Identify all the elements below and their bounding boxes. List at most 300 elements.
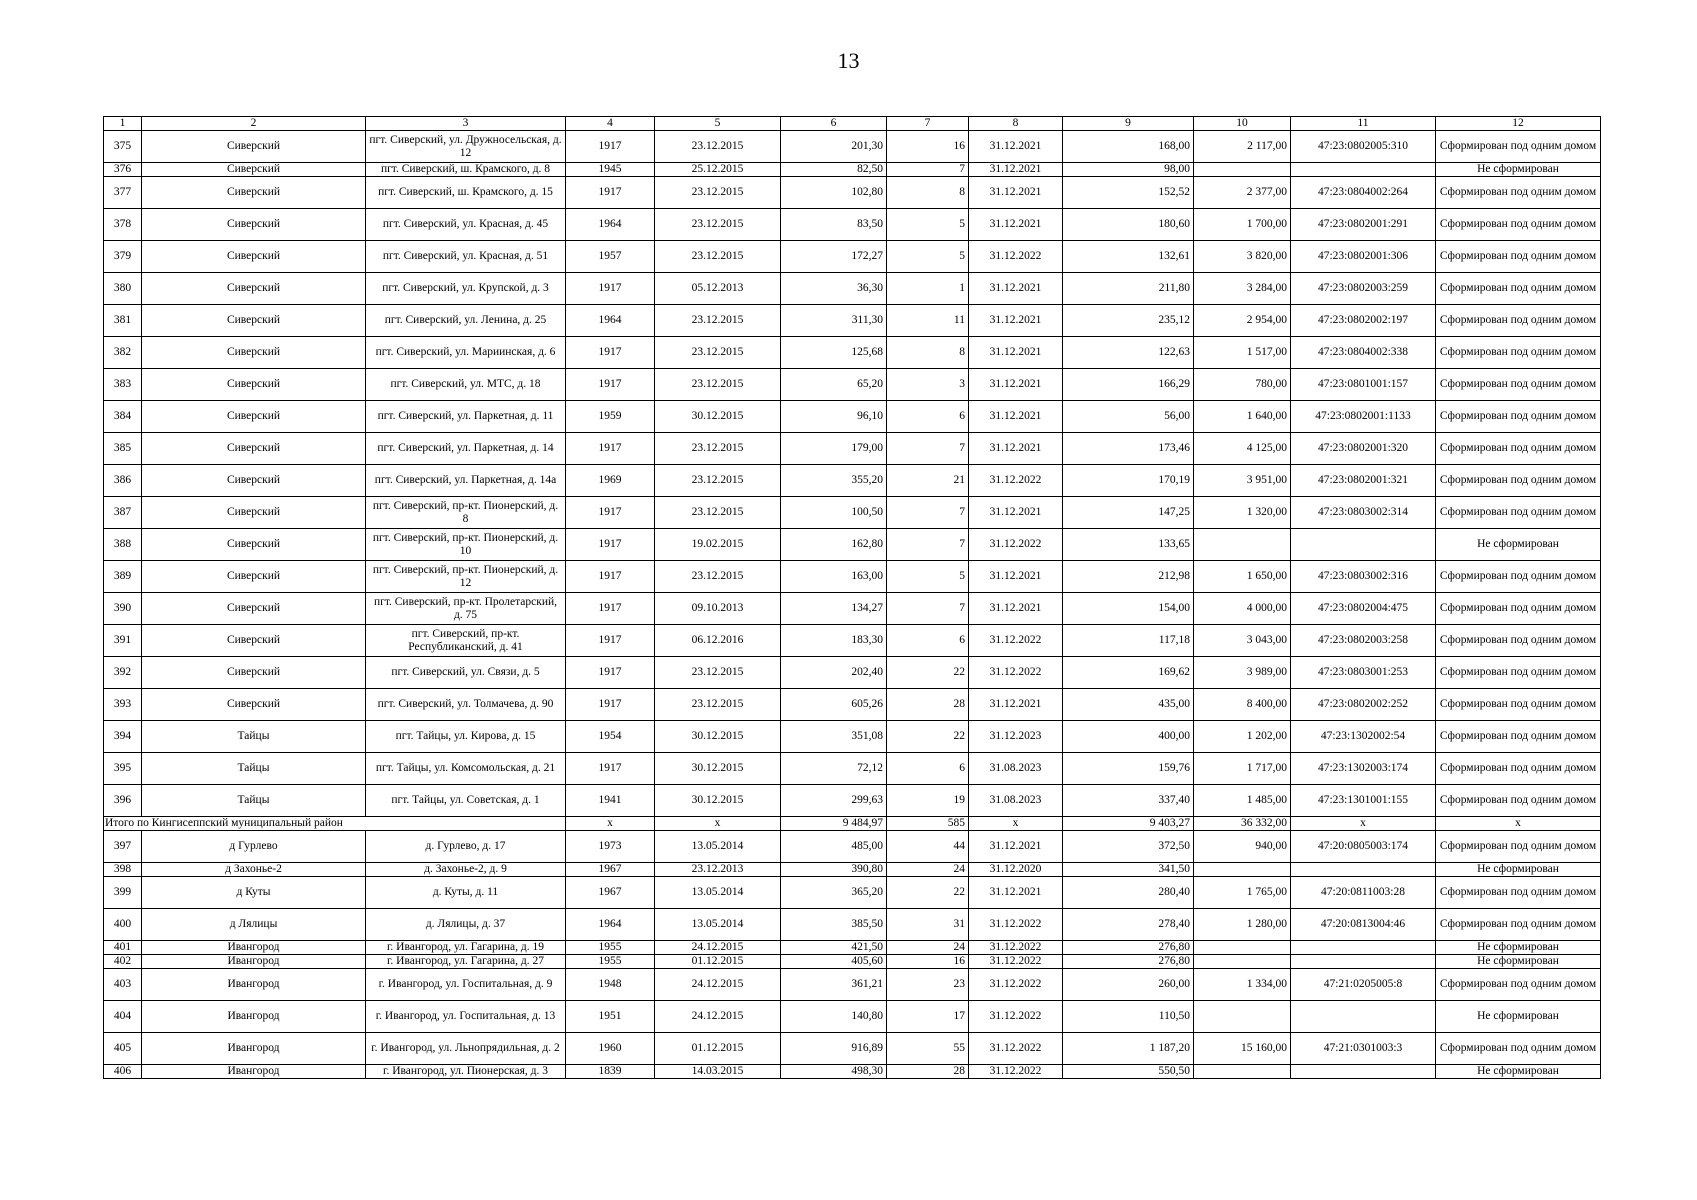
land-status-cell: Сформирован под одним домом xyxy=(1436,369,1601,401)
land-status-cell: Сформирован под одним домом xyxy=(1436,785,1601,817)
residents-count-cell: 17 xyxy=(887,1001,969,1033)
value-9-cell: 133,65 xyxy=(1063,529,1194,561)
cadastral-number-cell xyxy=(1291,863,1436,877)
row-number-cell: 380 xyxy=(104,273,142,305)
row-number-cell: 379 xyxy=(104,241,142,273)
table-row xyxy=(104,561,1601,593)
land-status-cell: Сформирован под одним домом xyxy=(1436,625,1601,657)
cadastral-number-cell xyxy=(1291,941,1436,955)
build-year-cell: 1917 xyxy=(566,689,655,721)
area-cell: 162,80 xyxy=(781,529,887,561)
cadastral-number-cell xyxy=(1291,1001,1436,1033)
total-value-cell: х xyxy=(566,817,655,831)
build-year-cell: 1917 xyxy=(566,131,655,163)
value-9-cell: 166,29 xyxy=(1063,369,1194,401)
land-status-cell: Сформирован под одним домом xyxy=(1436,401,1601,433)
recognition-date-cell: 09.10.2013 xyxy=(655,593,781,625)
settlement-cell: Ивангород xyxy=(142,969,366,1001)
land-area-cell xyxy=(1194,955,1291,969)
value-9-cell: 180,60 xyxy=(1063,209,1194,241)
land-status-cell: Сформирован под одним домом xyxy=(1436,689,1601,721)
address-cell: пгт. Сиверский, пр-кт. Пионерский, д. 8 xyxy=(366,497,566,529)
value-9-cell: 170,19 xyxy=(1063,465,1194,497)
table-row xyxy=(104,497,1601,529)
residents-count-cell: 22 xyxy=(887,877,969,909)
settlement-cell: Ивангород xyxy=(142,1065,366,1079)
area-cell: 311,30 xyxy=(781,305,887,337)
build-year-cell: 1951 xyxy=(566,1001,655,1033)
address-cell: г. Ивангород, ул. Госпитальная, д. 9 xyxy=(366,969,566,1001)
residents-count-cell: 5 xyxy=(887,561,969,593)
address-cell: г. Ивангород, ул. Гагарина, д. 27 xyxy=(366,955,566,969)
recognition-date-cell: 19.02.2015 xyxy=(655,529,781,561)
area-cell: 351,08 xyxy=(781,721,887,753)
total-value-cell: х xyxy=(1436,817,1601,831)
table-body xyxy=(104,117,1601,1079)
build-year-cell: 1945 xyxy=(566,163,655,177)
value-9-cell: 154,00 xyxy=(1063,593,1194,625)
row-number-cell: 406 xyxy=(104,1065,142,1079)
row-number-cell: 388 xyxy=(104,529,142,561)
area-cell: 140,80 xyxy=(781,1001,887,1033)
recognition-date-cell: 23.12.2015 xyxy=(655,305,781,337)
land-area-cell: 4 125,00 xyxy=(1194,433,1291,465)
build-year-cell: 1917 xyxy=(566,177,655,209)
land-area-cell: 1 517,00 xyxy=(1194,337,1291,369)
area-cell: 605,26 xyxy=(781,689,887,721)
table-row xyxy=(104,657,1601,689)
land-area-cell: 15 160,00 xyxy=(1194,1033,1291,1065)
settlement-cell: Сиверский xyxy=(142,465,366,497)
table-row xyxy=(104,721,1601,753)
recognition-date-cell: 23.12.2015 xyxy=(655,561,781,593)
area-cell: 390,80 xyxy=(781,863,887,877)
table-row xyxy=(104,1001,1601,1033)
recognition-date-cell: 23.12.2015 xyxy=(655,369,781,401)
settlement-cell: Сиверский xyxy=(142,625,366,657)
row-number-cell: 376 xyxy=(104,163,142,177)
area-cell: 179,00 xyxy=(781,433,887,465)
value-9-cell: 372,50 xyxy=(1063,831,1194,863)
planned-date-cell: 31.12.2021 xyxy=(969,561,1063,593)
cadastral-number-cell: 47:23:0802002:197 xyxy=(1291,305,1436,337)
recognition-date-cell: 30.12.2015 xyxy=(655,753,781,785)
recognition-date-cell: 24.12.2015 xyxy=(655,969,781,1001)
table-row xyxy=(104,941,1601,955)
area-cell: 365,20 xyxy=(781,877,887,909)
settlement-cell: Тайцы xyxy=(142,721,366,753)
planned-date-cell: 31.12.2022 xyxy=(969,969,1063,1001)
address-cell: пгт. Тайцы, ул. Советская, д. 1 xyxy=(366,785,566,817)
address-cell: пгт. Сиверский, ул. Паркетная, д. 14 xyxy=(366,433,566,465)
build-year-cell: 1917 xyxy=(566,337,655,369)
settlement-cell: Сиверский xyxy=(142,163,366,177)
row-number-cell: 382 xyxy=(104,337,142,369)
land-status-cell: Не сформирован xyxy=(1436,1065,1601,1079)
land-area-cell: 2 117,00 xyxy=(1194,131,1291,163)
column-number-cell: 9 xyxy=(1063,117,1194,131)
build-year-cell: 1917 xyxy=(566,433,655,465)
cadastral-number-cell: 47:23:0804002:338 xyxy=(1291,337,1436,369)
address-cell: пгт. Сиверский, ул. Дружносельская, д. 12 xyxy=(366,131,566,163)
area-cell: 82,50 xyxy=(781,163,887,177)
residents-count-cell: 7 xyxy=(887,163,969,177)
area-cell: 172,27 xyxy=(781,241,887,273)
table-row xyxy=(104,877,1601,909)
settlement-cell: Сиверский xyxy=(142,131,366,163)
table-row xyxy=(104,1033,1601,1065)
area-cell: 72,12 xyxy=(781,753,887,785)
column-number-cell: 2 xyxy=(142,117,366,131)
table-row xyxy=(104,593,1601,625)
cadastral-number-cell: 47:23:0801001:157 xyxy=(1291,369,1436,401)
build-year-cell: 1917 xyxy=(566,369,655,401)
address-cell: пгт. Сиверский, ул. Связи, д. 5 xyxy=(366,657,566,689)
total-value-cell: 36 332,00 xyxy=(1194,817,1291,831)
residents-count-cell: 16 xyxy=(887,131,969,163)
address-cell: пгт. Тайцы, ул. Комсомольская, д. 21 xyxy=(366,753,566,785)
residents-count-cell: 5 xyxy=(887,209,969,241)
settlement-cell: Ивангород xyxy=(142,1001,366,1033)
land-area-cell: 8 400,00 xyxy=(1194,689,1291,721)
land-area-cell: 3 820,00 xyxy=(1194,241,1291,273)
row-number-cell: 391 xyxy=(104,625,142,657)
recognition-date-cell: 30.12.2015 xyxy=(655,401,781,433)
residents-count-cell: 24 xyxy=(887,941,969,955)
area-cell: 125,68 xyxy=(781,337,887,369)
total-value-cell: 9 484,97 xyxy=(781,817,887,831)
planned-date-cell: 31.12.2021 xyxy=(969,305,1063,337)
value-9-cell: 435,00 xyxy=(1063,689,1194,721)
address-cell: пгт. Тайцы, ул. Кирова, д. 15 xyxy=(366,721,566,753)
land-area-cell: 3 043,00 xyxy=(1194,625,1291,657)
residents-count-cell: 16 xyxy=(887,955,969,969)
residents-count-cell: 23 xyxy=(887,969,969,1001)
row-number-cell: 392 xyxy=(104,657,142,689)
planned-date-cell: 31.12.2022 xyxy=(969,241,1063,273)
settlement-cell: Сиверский xyxy=(142,689,366,721)
land-area-cell: 3 951,00 xyxy=(1194,465,1291,497)
cadastral-number-cell: 47:23:0802001:320 xyxy=(1291,433,1436,465)
area-cell: 163,00 xyxy=(781,561,887,593)
value-9-cell: 276,80 xyxy=(1063,955,1194,969)
recognition-date-cell: 06.12.2016 xyxy=(655,625,781,657)
value-9-cell: 280,40 xyxy=(1063,877,1194,909)
row-number-cell: 377 xyxy=(104,177,142,209)
settlement-cell: Ивангород xyxy=(142,941,366,955)
planned-date-cell: 31.12.2022 xyxy=(969,465,1063,497)
area-cell: 183,30 xyxy=(781,625,887,657)
land-status-cell: Сформирован под одним домом xyxy=(1436,593,1601,625)
settlement-cell: Сиверский xyxy=(142,657,366,689)
settlement-cell: Сиверский xyxy=(142,401,366,433)
column-number-cell: 11 xyxy=(1291,117,1436,131)
recognition-date-cell: 23.12.2015 xyxy=(655,209,781,241)
residents-count-cell: 8 xyxy=(887,177,969,209)
address-cell: пгт. Сиверский, ул. Паркетная, д. 14а xyxy=(366,465,566,497)
total-value-cell: 9 403,27 xyxy=(1063,817,1194,831)
land-status-cell: Сформирован под одним домом xyxy=(1436,909,1601,941)
residents-count-cell: 7 xyxy=(887,497,969,529)
value-9-cell: 260,00 xyxy=(1063,969,1194,1001)
address-cell: г. Ивангород, ул. Льнопрядильная, д. 2 xyxy=(366,1033,566,1065)
settlement-cell: Сиверский xyxy=(142,593,366,625)
row-number-cell: 402 xyxy=(104,955,142,969)
land-area-cell: 1 650,00 xyxy=(1194,561,1291,593)
column-number-cell: 7 xyxy=(887,117,969,131)
recognition-date-cell: 24.12.2015 xyxy=(655,1001,781,1033)
planned-date-cell: 31.12.2020 xyxy=(969,863,1063,877)
recognition-date-cell: 23.12.2015 xyxy=(655,497,781,529)
planned-date-cell: 31.12.2022 xyxy=(969,1065,1063,1079)
table-row xyxy=(104,369,1601,401)
table-row xyxy=(104,241,1601,273)
build-year-cell: 1955 xyxy=(566,941,655,955)
settlement-cell: Тайцы xyxy=(142,785,366,817)
row-number-cell: 375 xyxy=(104,131,142,163)
land-status-cell: Сформирован под одним домом xyxy=(1436,131,1601,163)
land-area-cell xyxy=(1194,1065,1291,1079)
residents-count-cell: 28 xyxy=(887,689,969,721)
residents-count-cell: 19 xyxy=(887,785,969,817)
value-9-cell: 235,12 xyxy=(1063,305,1194,337)
land-status-cell: Сформирован под одним домом xyxy=(1436,877,1601,909)
build-year-cell: 1917 xyxy=(566,593,655,625)
value-9-cell: 173,46 xyxy=(1063,433,1194,465)
address-cell: пгт. Сиверский, ул. Мариинская, д. 6 xyxy=(366,337,566,369)
settlement-cell: д Гурлево xyxy=(142,831,366,863)
address-cell: пгт. Сиверский, ул. Красная, д. 51 xyxy=(366,241,566,273)
planned-date-cell: 31.12.2022 xyxy=(969,1033,1063,1065)
value-9-cell: 152,52 xyxy=(1063,177,1194,209)
build-year-cell: 1959 xyxy=(566,401,655,433)
settlement-cell: Сиверский xyxy=(142,209,366,241)
build-year-cell: 1954 xyxy=(566,721,655,753)
planned-date-cell: 31.12.2022 xyxy=(969,657,1063,689)
residents-count-cell: 6 xyxy=(887,401,969,433)
row-number-cell: 389 xyxy=(104,561,142,593)
land-status-cell: Сформирован под одним домом xyxy=(1436,273,1601,305)
planned-date-cell: 31.08.2023 xyxy=(969,785,1063,817)
land-area-cell: 1 485,00 xyxy=(1194,785,1291,817)
value-9-cell: 276,80 xyxy=(1063,941,1194,955)
address-cell: пгт. Сиверский, ул. Красная, д. 45 xyxy=(366,209,566,241)
area-cell: 385,50 xyxy=(781,909,887,941)
page-number: 13 xyxy=(837,48,860,73)
planned-date-cell: 31.12.2022 xyxy=(969,529,1063,561)
land-area-cell: 1 280,00 xyxy=(1194,909,1291,941)
total-value-cell: х xyxy=(969,817,1063,831)
row-number-cell: 381 xyxy=(104,305,142,337)
residents-count-cell: 24 xyxy=(887,863,969,877)
area-cell: 201,30 xyxy=(781,131,887,163)
address-cell: пгт. Сиверский, пр-кт. Пионерский, д. 10 xyxy=(366,529,566,561)
planned-date-cell: 31.12.2021 xyxy=(969,369,1063,401)
residents-count-cell: 7 xyxy=(887,433,969,465)
value-9-cell: 550,50 xyxy=(1063,1065,1194,1079)
settlement-cell: Сиверский xyxy=(142,497,366,529)
cadastral-number-cell: 47:23:1301001:155 xyxy=(1291,785,1436,817)
recognition-date-cell: 30.12.2015 xyxy=(655,721,781,753)
area-cell: 102,80 xyxy=(781,177,887,209)
land-area-cell: 4 000,00 xyxy=(1194,593,1291,625)
planned-date-cell: 31.12.2021 xyxy=(969,177,1063,209)
land-area-cell: 2 954,00 xyxy=(1194,305,1291,337)
row-number-cell: 403 xyxy=(104,969,142,1001)
row-number-cell: 393 xyxy=(104,689,142,721)
value-9-cell: 98,00 xyxy=(1063,163,1194,177)
residents-count-cell: 11 xyxy=(887,305,969,337)
recognition-date-cell: 25.12.2015 xyxy=(655,163,781,177)
planned-date-cell: 31.12.2022 xyxy=(969,941,1063,955)
recognition-date-cell: 24.12.2015 xyxy=(655,941,781,955)
table-row xyxy=(104,465,1601,497)
total-value-cell: 585 xyxy=(887,817,969,831)
planned-date-cell: 31.12.2021 xyxy=(969,877,1063,909)
table-row xyxy=(104,433,1601,465)
table-row xyxy=(104,785,1601,817)
area-cell: 83,50 xyxy=(781,209,887,241)
land-area-cell xyxy=(1194,529,1291,561)
land-area-cell: 1 334,00 xyxy=(1194,969,1291,1001)
land-area-cell: 780,00 xyxy=(1194,369,1291,401)
recognition-date-cell: 23.12.2015 xyxy=(655,689,781,721)
total-row xyxy=(104,817,1601,831)
value-9-cell: 168,00 xyxy=(1063,131,1194,163)
area-cell: 65,20 xyxy=(781,369,887,401)
cadastral-number-cell: 47:23:1302003:174 xyxy=(1291,753,1436,785)
land-status-cell: Сформирован под одним домом xyxy=(1436,561,1601,593)
residents-count-cell: 44 xyxy=(887,831,969,863)
cadastral-number-cell xyxy=(1291,163,1436,177)
recognition-date-cell: 13.05.2014 xyxy=(655,877,781,909)
area-cell: 405,60 xyxy=(781,955,887,969)
area-cell: 134,27 xyxy=(781,593,887,625)
address-cell: пгт. Сиверский, пр-кт. Пионерский, д. 12 xyxy=(366,561,566,593)
land-status-cell: Сформирован под одним домом xyxy=(1436,753,1601,785)
residents-count-cell: 6 xyxy=(887,753,969,785)
recognition-date-cell: 30.12.2015 xyxy=(655,785,781,817)
cadastral-number-cell xyxy=(1291,955,1436,969)
table-row xyxy=(104,177,1601,209)
planned-date-cell: 31.08.2023 xyxy=(969,753,1063,785)
row-number-cell: 390 xyxy=(104,593,142,625)
area-cell: 485,00 xyxy=(781,831,887,863)
table-row xyxy=(104,209,1601,241)
value-9-cell: 400,00 xyxy=(1063,721,1194,753)
housing-register-table xyxy=(103,116,1601,1079)
table-row xyxy=(104,529,1601,561)
build-year-cell: 1917 xyxy=(566,625,655,657)
area-cell: 355,20 xyxy=(781,465,887,497)
value-9-cell: 132,61 xyxy=(1063,241,1194,273)
settlement-cell: д Куты xyxy=(142,877,366,909)
row-number-cell: 383 xyxy=(104,369,142,401)
planned-date-cell: 31.12.2021 xyxy=(969,689,1063,721)
area-cell: 498,30 xyxy=(781,1065,887,1079)
build-year-cell: 1969 xyxy=(566,465,655,497)
area-cell: 202,40 xyxy=(781,657,887,689)
value-9-cell: 122,63 xyxy=(1063,337,1194,369)
settlement-cell: Сиверский xyxy=(142,273,366,305)
table-row xyxy=(104,753,1601,785)
recognition-date-cell: 13.05.2014 xyxy=(655,909,781,941)
row-number-cell: 386 xyxy=(104,465,142,497)
residents-count-cell: 28 xyxy=(887,1065,969,1079)
table-row xyxy=(104,909,1601,941)
recognition-date-cell: 14.03.2015 xyxy=(655,1065,781,1079)
land-area-cell: 1 717,00 xyxy=(1194,753,1291,785)
table-row xyxy=(104,273,1601,305)
row-number-cell: 397 xyxy=(104,831,142,863)
column-number-cell: 8 xyxy=(969,117,1063,131)
recognition-date-cell: 01.12.2015 xyxy=(655,955,781,969)
value-9-cell: 159,76 xyxy=(1063,753,1194,785)
column-number-cell: 10 xyxy=(1194,117,1291,131)
address-cell: г. Ивангород, ул. Пионерская, д. 3 xyxy=(366,1065,566,1079)
residents-count-cell: 7 xyxy=(887,529,969,561)
recognition-date-cell: 23.12.2015 xyxy=(655,465,781,497)
area-cell: 36,30 xyxy=(781,273,887,305)
row-number-cell: 387 xyxy=(104,497,142,529)
build-year-cell: 1941 xyxy=(566,785,655,817)
recognition-date-cell: 23.12.2015 xyxy=(655,241,781,273)
cadastral-number-cell: 47:23:0802001:291 xyxy=(1291,209,1436,241)
residents-count-cell: 31 xyxy=(887,909,969,941)
row-number-cell: 400 xyxy=(104,909,142,941)
settlement-cell: Ивангород xyxy=(142,1033,366,1065)
settlement-cell: Сиверский xyxy=(142,305,366,337)
row-number-cell: 401 xyxy=(104,941,142,955)
cadastral-number-cell: 47:23:0802003:258 xyxy=(1291,625,1436,657)
build-year-cell: 1964 xyxy=(566,209,655,241)
table-row xyxy=(104,831,1601,863)
land-status-cell: Не сформирован xyxy=(1436,529,1601,561)
land-status-cell: Сформирован под одним домом xyxy=(1436,177,1601,209)
table-row xyxy=(104,337,1601,369)
land-status-cell: Сформирован под одним домом xyxy=(1436,337,1601,369)
recognition-date-cell: 23.12.2015 xyxy=(655,657,781,689)
table-row xyxy=(104,863,1601,877)
row-number-cell: 399 xyxy=(104,877,142,909)
residents-count-cell: 5 xyxy=(887,241,969,273)
land-status-cell: Сформирован под одним домом xyxy=(1436,433,1601,465)
land-area-cell xyxy=(1194,1001,1291,1033)
residents-count-cell: 1 xyxy=(887,273,969,305)
address-cell: г. Ивангород, ул. Госпитальная, д. 13 xyxy=(366,1001,566,1033)
land-status-cell: Сформирован под одним домом xyxy=(1436,209,1601,241)
cadastral-number-cell: 47:20:0805003:174 xyxy=(1291,831,1436,863)
area-cell: 100,50 xyxy=(781,497,887,529)
row-number-cell: 384 xyxy=(104,401,142,433)
planned-date-cell: 31.12.2022 xyxy=(969,1001,1063,1033)
value-9-cell: 169,62 xyxy=(1063,657,1194,689)
settlement-cell: Ивангород xyxy=(142,955,366,969)
land-status-cell: Не сформирован xyxy=(1436,863,1601,877)
land-area-cell xyxy=(1194,863,1291,877)
recognition-date-cell: 23.12.2015 xyxy=(655,433,781,465)
address-cell: пгт. Сиверский, ул. Ленина, д. 25 xyxy=(366,305,566,337)
land-status-cell: Сформирован под одним домом xyxy=(1436,241,1601,273)
build-year-cell: 1973 xyxy=(566,831,655,863)
build-year-cell: 1917 xyxy=(566,657,655,689)
address-cell: пгт. Сиверский, пр-кт. Пролетарский, д. 75 xyxy=(366,593,566,625)
planned-date-cell: 31.12.2021 xyxy=(969,273,1063,305)
area-cell: 96,10 xyxy=(781,401,887,433)
cadastral-number-cell xyxy=(1291,1065,1436,1079)
recognition-date-cell: 23.12.2015 xyxy=(655,131,781,163)
value-9-cell: 337,40 xyxy=(1063,785,1194,817)
